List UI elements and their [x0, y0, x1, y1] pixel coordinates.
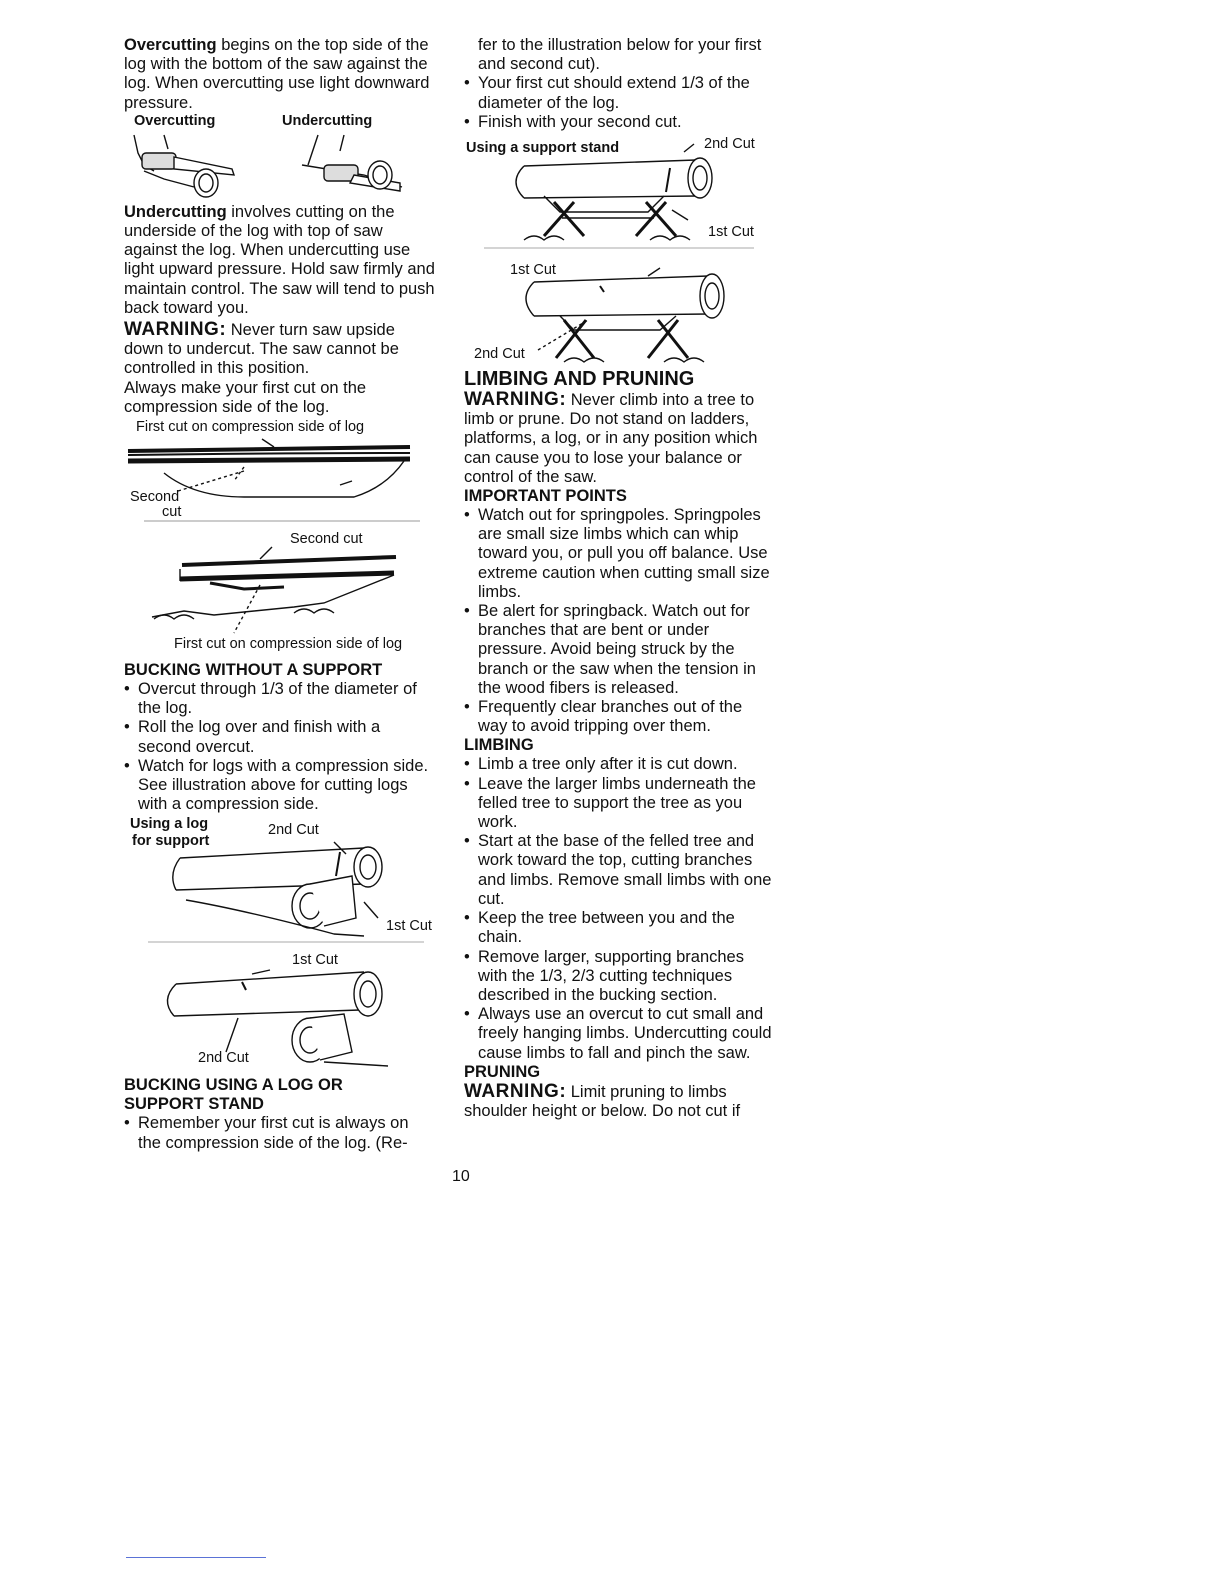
second-cut-label: 2nd Cut	[704, 136, 755, 153]
left-column	[124, 36, 436, 1153]
warning-text: Limit pruning to limbs shoulder height or below. Do not cut if	[464, 1082, 741, 1120]
right-column	[464, 36, 776, 1121]
warning-upside-down	[124, 320, 436, 379]
list-item: • Start at the base of the felled tree and work toward the top, cutting branches and limbs. Remove small limbs with one cut.	[464, 832, 776, 909]
list-item: • Leave the larger limbs underneath the felled tree to support the tree as you work.	[464, 775, 776, 833]
first-cut-label: 1st Cut	[292, 952, 338, 969]
compression-caption-top: First cut on compression side of log	[136, 419, 365, 436]
compression-cut-figure	[124, 417, 436, 661]
list-item: • Overcut through 1/3 of the diameter of the log.	[124, 680, 436, 718]
second-cut-label: 2nd Cut	[474, 346, 525, 363]
overcutting-paragraph	[124, 36, 436, 113]
list-item: • Limb a tree only after it is cut down.	[464, 755, 776, 774]
overcut-undercut-figure	[124, 113, 436, 201]
limbing-list	[464, 755, 776, 1062]
bucking-log-support-heading-a: BUCKING USING A LOG OR	[124, 1076, 343, 1095]
overcutting-figure-label: Overcutting	[134, 112, 216, 129]
log-support-illustration	[124, 814, 436, 1076]
list-item: • Your first cut should extend 1/3 of the diameter of the log.	[464, 74, 776, 112]
warning-text: Never climb into a tree to limb or prune. Do not stand on ladders, platforms, a log, or in any position which can cause you to lose your balance or control of the saw.	[464, 391, 758, 486]
footer-rule	[126, 1557, 266, 1558]
compression-cut-illustration	[124, 417, 436, 661]
cut-steps-list	[464, 74, 776, 132]
second-cut-label: 2nd Cut	[198, 1050, 249, 1067]
overcutting-text: begins on the top side of the log with the bottom of the saw against the log. When overcutting use light downward pressure.	[124, 36, 430, 112]
list-item: • Keep the tree between you and the chain.	[464, 909, 776, 947]
important-points-list	[464, 506, 776, 736]
support-stand-illustration	[464, 136, 776, 368]
list-item: • Remove larger, supporting branches with the 1/3, 2/3 cutting techniques described in the bucking section.	[464, 948, 776, 1006]
list-item: • Watch out for springpoles. Springpoles are small size limbs which can whip toward you, or pull you off balance. Use extreme caution when cutting small size limbs.	[464, 506, 776, 602]
list-item: • Roll the log over and finish with a second overcut.	[124, 718, 436, 756]
bucking-log-support-heading-b: SUPPORT STAND	[124, 1095, 264, 1114]
compression-caption-bottom: First cut on compression side of log	[174, 636, 403, 653]
second-cut-label: Second cut	[290, 531, 363, 548]
undercutting-text: involves cutting on the underside of the log with top of saw against the log. When undercutting use light upward pressure. Hold saw firmly and maintain control. The saw will tend to push back toward you.	[124, 202, 435, 317]
bucking-without-support-list	[124, 680, 436, 814]
warning-pruning	[464, 1082, 776, 1121]
using-log-label-a: Using a log	[130, 816, 209, 833]
second-cut-label-a: Second	[130, 489, 180, 506]
support-stand-figure	[464, 136, 776, 368]
bucking-without-support-heading: BUCKING WITHOUT A SUPPORT	[124, 661, 383, 680]
warning-label: WARNING:	[464, 389, 567, 411]
important-points-heading: IMPORTANT POINTS	[464, 487, 627, 506]
page-number: 10	[452, 1168, 470, 1185]
warning-label: WARNING:	[464, 1080, 567, 1102]
pruning-heading: PRUNING	[464, 1062, 541, 1081]
support-stand-label: Using a support stand	[466, 140, 620, 157]
list-item: • Remember your first cut is always on the compression side of the log. (Re-	[124, 1114, 436, 1152]
first-cut-label: 1st Cut	[708, 224, 754, 241]
list-item: • Finish with your second cut.	[464, 113, 776, 132]
overcutting-term: Overcutting	[124, 36, 217, 54]
limbing-heading: LIMBING	[464, 736, 534, 755]
undercutting-paragraph	[124, 203, 436, 318]
limbing-pruning-heading: LIMBING AND PRUNING	[464, 368, 695, 391]
undercutting-term: Undercutting	[124, 202, 227, 221]
log-support-figure	[124, 814, 436, 1076]
second-cut-label-b: cut	[162, 504, 182, 521]
first-cut-label: 1st Cut	[386, 918, 432, 935]
first-cut-label: 1st Cut	[510, 262, 556, 279]
using-log-label-b: for support	[132, 833, 210, 850]
list-item: • Be alert for springback. Watch out for branches that are bent or under pressure. Avoid being struck by the branch or the saw when the tension in the wood fibers is released.	[464, 602, 776, 698]
second-cut-label: 2nd Cut	[268, 822, 319, 839]
continued-paragraph: fer to the illustration below for your first and second cut).	[478, 36, 762, 74]
list-item: • Frequently clear branches out of the way to avoid tripping over them.	[464, 698, 776, 736]
warning-text: Never turn saw upside down to undercut. The saw cannot be controlled in this position.	[124, 321, 399, 378]
undercutting-figure-label: Undercutting	[282, 112, 373, 129]
list-item: • Watch for logs with a compression side. See illustration above for cutting logs with a compression side.	[124, 757, 436, 815]
warning-climb	[464, 390, 776, 487]
first-cut-paragraph: Always make your first cut on the compression side of the log.	[124, 378, 367, 416]
list-item: • Always use an overcut to cut small and freely hanging limbs. Undercutting could cause limbs to fall and pinch the saw.	[464, 1005, 776, 1063]
bucking-log-support-list	[124, 1114, 436, 1152]
warning-label: WARNING:	[124, 319, 227, 341]
